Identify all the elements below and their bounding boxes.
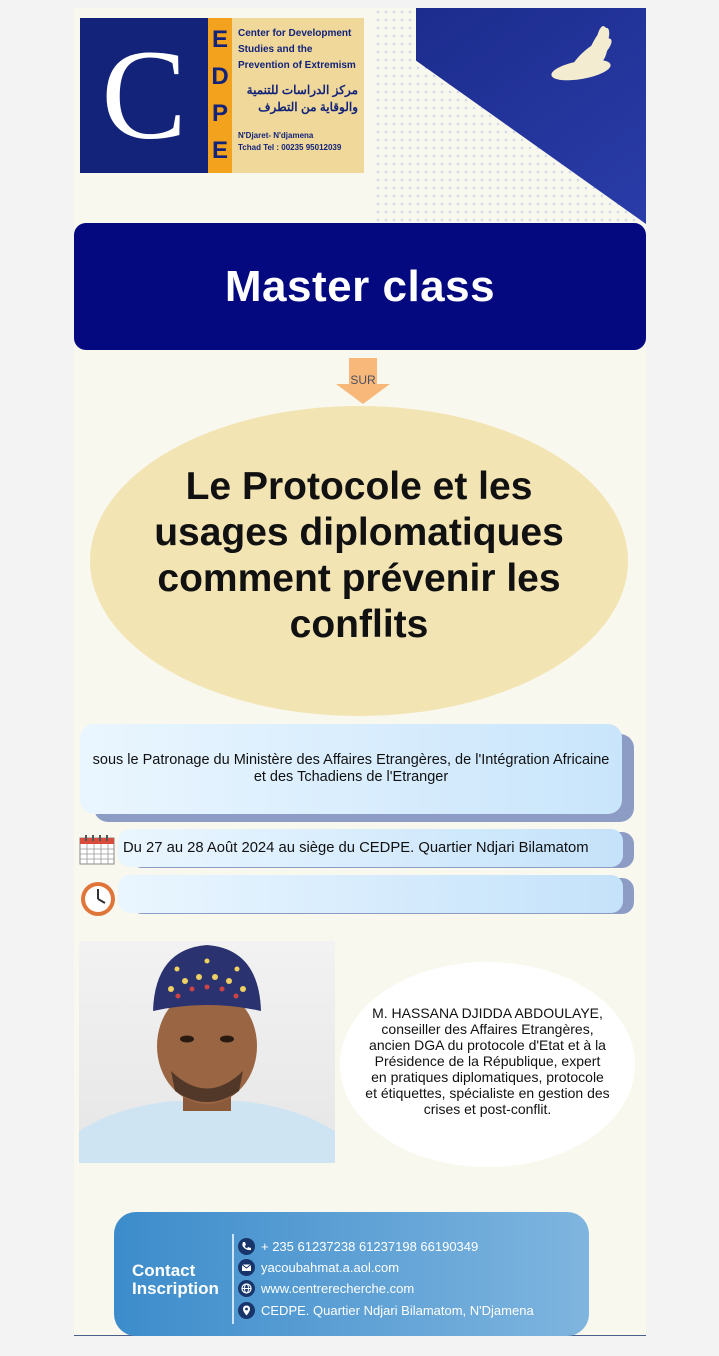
contact-panel (114, 1212, 589, 1336)
title-banner (74, 223, 646, 350)
date-pill (118, 829, 623, 867)
contact-title (132, 1262, 219, 1298)
globe-icon (238, 1280, 255, 1297)
logo-text-block (232, 18, 364, 173)
clock-icon (79, 880, 117, 918)
logo-letter-d: D (211, 63, 229, 91)
contact-phone-row (238, 1238, 478, 1255)
logo-side-letters (208, 18, 232, 173)
speaker-portrait (79, 941, 335, 1163)
date-text: Du 27 au 28 Août 2024 au siège du CEDPE. Quartier Ndjari Bilamatom (123, 840, 589, 856)
phone-icon (238, 1238, 255, 1255)
calendar-icon (78, 834, 118, 866)
page-title: Master class (224, 261, 496, 311)
logo-location: N'Djaret- N'djamena (238, 131, 314, 140)
patronage-box (80, 724, 622, 814)
logo-letter-e1: E (211, 26, 228, 54)
contact-phone: + 235 61237238 61237198 66190349 (261, 1239, 479, 1254)
contact-address: CEDPE. Quartier Ndjari Bilamatom, N'Djamena (261, 1303, 534, 1318)
time-pill (118, 875, 623, 913)
contact-divider (232, 1234, 234, 1324)
contact-address-row (238, 1302, 534, 1319)
sur-label: SUR (350, 373, 376, 387)
email-icon (238, 1259, 255, 1276)
cedpe-logo (80, 18, 364, 173)
contact-website[interactable]: www.centrerecherche.com (261, 1281, 415, 1296)
logo-phone: Tchad Tel : 00235 95012039 (238, 143, 342, 152)
logo-letter-p: P (211, 99, 228, 127)
logo-org-name-en: Center for Development Studies and the Prevention of Extremism (238, 28, 356, 71)
contact-email[interactable]: yacoubahmat.a.aol.com (261, 1260, 400, 1275)
contact-title-line1: Contact (132, 1261, 196, 1280)
corner-decoration (416, 8, 646, 224)
location-pin-icon (238, 1302, 255, 1319)
speaker-bio-oval (340, 962, 635, 1167)
logo-letter-c: C (80, 18, 208, 173)
topic-oval (90, 406, 628, 716)
patronage-text: sous le Patronage du Ministère des Affaires Etrangères, de l'Intégration Africaine et des Tchadiens de l'Etranger (92, 752, 610, 785)
speaker-bio: M. HASSANA DJIDDA ABDOULAYE, conseiller des Affaires Etrangères, ancien DGA du protocole d'Etat et à la Présidence de la République, expert en pratiques diplomatiques, protocole et étiquettes, spécialiste en gestion des crises et post-conflit. (365, 1004, 610, 1117)
speaker-photo (79, 941, 335, 1163)
topic-title: Le Protocole et les usages diplomatiques comment prévenir les conflits (154, 465, 564, 646)
contact-email-row (238, 1259, 399, 1276)
contact-title-line2: Inscription (132, 1279, 219, 1298)
logo-letter-e2: E (211, 136, 228, 164)
logo-org-name-ar: مركز الدراسات للتنمية والوقاية من التطرف (246, 83, 358, 114)
contact-web-row (238, 1280, 414, 1297)
